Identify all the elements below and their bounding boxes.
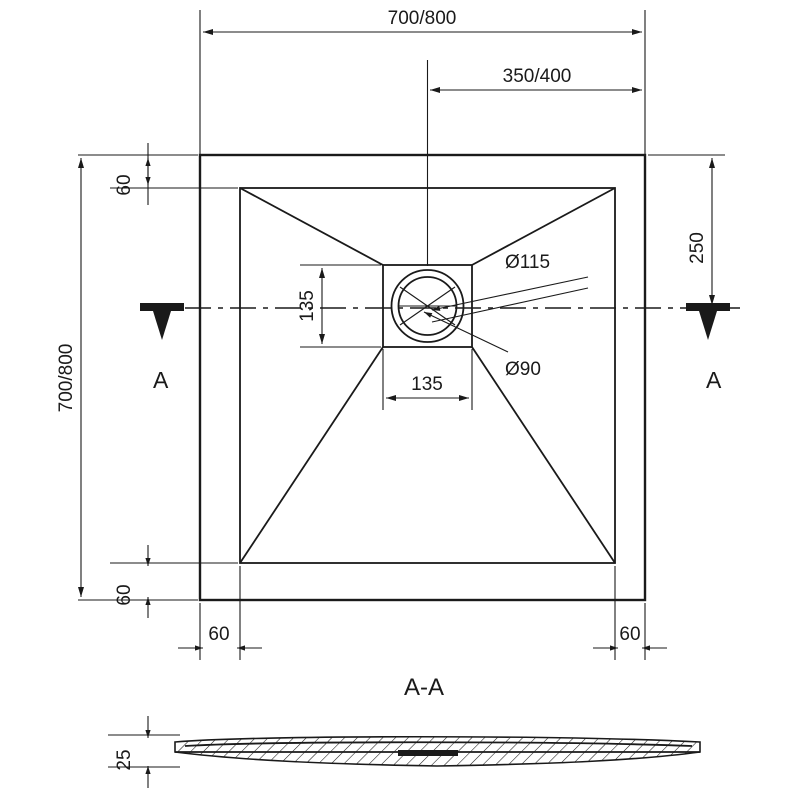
- section-view-group: [175, 737, 700, 766]
- dimension-drain-vertical: [297, 265, 381, 347]
- dimension-bottom-left-inset: [178, 566, 262, 660]
- dim-label-left-bottom-inset: 60: [114, 584, 135, 606]
- dim-label-top-overall: 700/800: [387, 8, 457, 29]
- dimension-right-quarter: [648, 155, 725, 305]
- dimension-bottom-right-inset: [593, 566, 667, 660]
- dimension-left-bottom-inset: [110, 545, 238, 618]
- dim-label-diameter-outer: Ø115: [505, 252, 551, 273]
- dim-label-section-thickness: 25: [114, 749, 135, 771]
- section-mark-left-tail: [140, 303, 184, 311]
- section-drain-body: [398, 750, 458, 756]
- section-mark-left-label: A: [153, 367, 169, 393]
- dim-label-bottom-left-inset: 60: [208, 624, 230, 645]
- dim-label-diameter-inner: Ø90: [505, 359, 541, 380]
- section-mark-right-arrow: [699, 311, 717, 340]
- dim-label-right-quarter: 250: [687, 232, 708, 264]
- dimension-left-top-inset: [110, 143, 238, 205]
- slope-line-top-left: [240, 188, 383, 265]
- dimension-top-half: [428, 60, 643, 266]
- dimension-top-overall: [200, 8, 645, 158]
- leader-diameter-inner: [424, 288, 588, 380]
- dimension-left-overall: [56, 155, 198, 600]
- dim-label-drain-horizontal: 135: [411, 374, 443, 395]
- dim-label-top-half: 350/400: [502, 66, 572, 87]
- dim-label-left-overall: 700/800: [56, 343, 77, 413]
- dim-label-bottom-right-inset: 60: [619, 624, 641, 645]
- slope-line-bottom-right: [472, 347, 615, 563]
- section-title-label: A-A: [403, 674, 445, 701]
- slope-line-bottom-left: [240, 347, 383, 563]
- section-mark-right-label: A: [706, 367, 722, 393]
- dimension-drain-horizontal: [383, 349, 472, 410]
- dimension-section-thickness: [108, 716, 180, 788]
- dim-label-left-top-inset: 60: [114, 174, 135, 196]
- leader-line-d90: [424, 312, 508, 352]
- dim-label-drain-vertical: 135: [297, 290, 318, 322]
- section-mark-left-arrow: [153, 311, 171, 340]
- section-mark-right-tail: [686, 303, 730, 311]
